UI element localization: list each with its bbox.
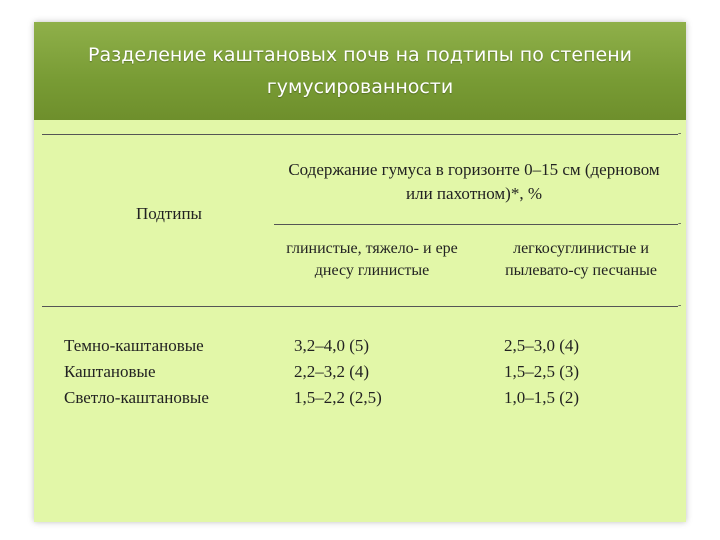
row-subtype: Светло-каштановые: [64, 388, 209, 407]
row-subtype: Темно-каштановые: [64, 336, 204, 355]
header-subtypes: Подтипы: [136, 204, 202, 223]
header-light-soils: легкосуглинистые и пылевато-су песчаные: [505, 240, 657, 279]
row-subtype: Каштановые: [64, 362, 156, 381]
header-bottom-rule: [42, 306, 678, 307]
title-bar: [34, 22, 686, 120]
header-mid-rule: [274, 224, 678, 225]
soil-table: [34, 120, 686, 522]
row-light-value: 1,0–1,5 (2): [504, 388, 580, 407]
row-clay-value: 2,2–3,2 (4): [294, 362, 370, 381]
rule-marker: -: [678, 300, 682, 311]
header-humus-content: Содержание гумуса в горизонте 0–15 см (дерновом или пахотном)*, %: [288, 160, 660, 203]
row-light-value: 2,5–3,0 (4): [504, 336, 580, 355]
row-light-value: 1,5–2,5 (3): [504, 362, 580, 381]
slide-title: Разделение каштановых почв на подтипы по степени гумусированности: [88, 44, 632, 98]
table-top-rule: [42, 134, 678, 135]
rule-marker: -: [678, 218, 682, 229]
header-clay-soils: глинистые, тяжело- и ере днесу глинистые: [286, 240, 458, 279]
row-clay-value: 1,5–2,2 (2,5): [294, 388, 382, 407]
slide: [34, 22, 686, 522]
row-clay-value: 3,2–4,0 (5): [294, 336, 370, 355]
rule-marker: -: [678, 128, 682, 139]
